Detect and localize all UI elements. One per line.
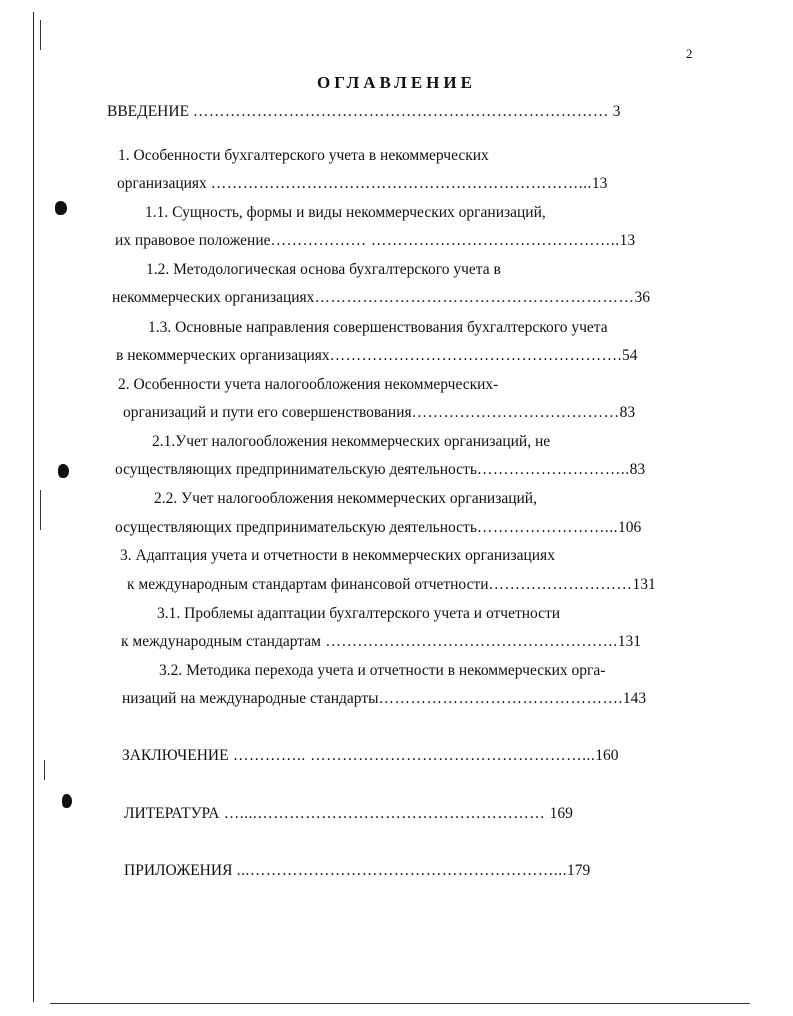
toc-page: 83: [629, 461, 646, 478]
scan-bottom-line: [50, 1003, 750, 1004]
ink-blot: [62, 794, 72, 808]
toc-page: 83: [619, 404, 636, 421]
toc-page: 3: [612, 103, 621, 120]
toc-entry-s12-line2: некоммерческих организациях……………………………………………………36: [112, 289, 650, 306]
scan-mark: [44, 760, 45, 780]
toc-entry-s22-line1: 2.2. Учет налогообложения некоммерческих организаций,: [154, 490, 537, 507]
toc-label: к международным стандартам финансовой отчетности: [127, 576, 489, 593]
toc-entry-s11-line2: их правовое положение……………… ………………………………………..13: [115, 232, 636, 249]
page-number: 2: [686, 46, 693, 61]
toc-entry-conclusion: ЗАКЛЮЧЕНИЕ ………….. ……………………………………………...160: [122, 747, 619, 764]
toc-label: низаций на международные стандарты: [122, 690, 379, 707]
toc-page: 143: [622, 690, 647, 707]
toc-entry-s31-line2: к международным стандартам ……………………………………………….131: [121, 633, 641, 650]
toc-entry-appendices: ПРИЛОЖЕНИЯ ...…………………………………………………...179: [124, 862, 591, 879]
toc-label: организаций и пути его совершенствования: [123, 404, 412, 421]
toc-page: 131: [617, 633, 641, 650]
toc-entry-s32-line2: низаций на международные стандарты……………………………………….143: [122, 690, 647, 707]
scan-margin-line: [33, 12, 34, 1002]
toc-entry-s21-line2: осуществляющих предпринимательскую деятельность………………………..83: [115, 461, 646, 478]
toc-entry-s13-line2: в некоммерческих организациях……………………………………………….54: [116, 347, 638, 364]
toc-label: осуществляющих предпринимательскую деятельность: [115, 461, 477, 478]
scan-mark: [40, 20, 41, 50]
toc-label: осуществляющих предпринимательскую деятельность: [115, 519, 477, 536]
toc-entry-s22-line2: осуществляющих предпринимательскую деятельность……………………...106: [115, 519, 642, 536]
toc-label: в некоммерческих организациях: [116, 347, 330, 364]
toc-label: организациях: [117, 175, 207, 192]
ink-blot: [55, 201, 67, 215]
toc-entry-ch2-line1: 2. Особенности учета налогообложения некоммерческих-: [118, 376, 499, 393]
toc-entry-ch1-line2: организациях ……………………………………………………………...13: [117, 175, 608, 192]
ink-blot: [58, 464, 69, 478]
toc-entry-intro: ВВЕДЕНИЕ …………………………………………………………………… 3: [107, 103, 621, 120]
page-title: ОГЛАВЛЕНИЕ: [317, 73, 476, 92]
toc-entry-s32-line1: 3.2. Методика перехода учета и отчетности в некоммерческих орга-: [159, 662, 606, 679]
toc-page: 13: [619, 232, 636, 249]
toc-label: к международным стандартам: [121, 633, 321, 650]
toc-entry-ch3-line2: к международным стандартам финансовой отчетности………………………131: [127, 576, 656, 593]
toc-label: некоммерческих организациях: [112, 289, 315, 306]
toc-entry-literature: ЛИТЕРАТУРА …....……………………………………………… 169: [124, 805, 573, 822]
toc-label: ВВЕДЕНИЕ: [107, 103, 190, 120]
toc-page: 13: [591, 175, 608, 192]
toc-label: ЗАКЛЮЧЕНИЕ: [122, 747, 229, 764]
toc-page: 131: [632, 576, 656, 593]
toc-page: 106: [618, 519, 642, 536]
toc-label: ЛИТЕРАТУРА: [124, 805, 220, 822]
toc-entry-ch2-line2: организаций и пути его совершенствования…………………………………83: [123, 404, 636, 421]
toc-page: 179: [567, 862, 591, 879]
toc-page: 160: [595, 747, 619, 764]
toc-entry-s12-line1: 1.2. Методологическая основа бухгалтерского учета в: [146, 261, 501, 278]
toc-page: 54: [622, 347, 638, 364]
toc-label: их правовое положение: [115, 232, 271, 249]
toc-entry-s31-line1: 3.1. Проблемы адаптации бухгалтерского учета и отчетности: [157, 605, 561, 622]
toc-label: ПРИЛОЖЕНИЯ: [124, 862, 233, 879]
toc-entry-s21-line1: 2.1.Учет налогообложения некоммерческих организаций, не: [152, 433, 551, 450]
scan-mark: [40, 490, 41, 530]
toc-entry-s13-line1: 1.3. Основные направления совершенствования бухгалтерского учета: [148, 319, 608, 336]
toc-entry-ch3-line1: 3. Адаптация учета и отчетности в некоммерческих организациях: [120, 547, 555, 564]
toc-entry-s11-line1: 1.1. Сущность, формы и виды некоммерческих организаций,: [145, 204, 546, 221]
toc-entry-ch1-line1: 1. Особенности бухгалтерского учета в некоммерческих: [118, 147, 489, 164]
toc-page: 36: [634, 289, 650, 306]
toc-page: 169: [549, 805, 573, 822]
